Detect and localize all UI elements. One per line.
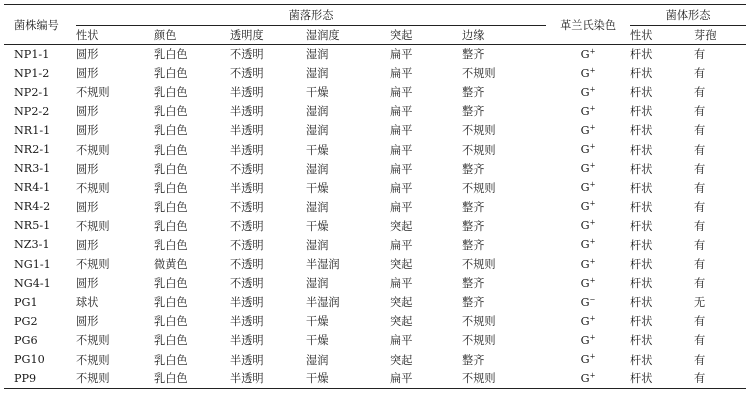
- cell-strain-id: NP2-2: [14, 104, 50, 118]
- cell-colony-shape: 球状: [76, 296, 99, 310]
- cell-colony-color: 乳白色: [154, 296, 188, 310]
- cell-colony-transparency: 不透明: [230, 48, 264, 62]
- gram-sign: +: [589, 104, 596, 113]
- gram-letter: G: [580, 333, 590, 347]
- table-row: [4, 293, 746, 312]
- cell-spore: 有: [694, 258, 706, 272]
- cell-gram-stain: [546, 102, 630, 121]
- gram-sign: −: [589, 295, 596, 304]
- table-row: [4, 274, 746, 293]
- cell-colony-shape: 圆形: [76, 67, 99, 81]
- cell-colony-transparency: 半透明: [230, 105, 264, 119]
- cell-cell-shape: 杆状: [630, 124, 653, 138]
- cell-colony-moisture: 湿润: [306, 124, 329, 138]
- cell-strain-id: NR4-2: [14, 200, 51, 214]
- gram-sign: +: [589, 161, 596, 170]
- cell-strain-id: NG4-1: [14, 276, 51, 290]
- cell-colony-transparency: 半透明: [230, 181, 264, 195]
- header-cell-shape: 性状: [630, 26, 694, 45]
- cell-gram-stain: [546, 64, 630, 83]
- gram-letter: G: [580, 219, 590, 233]
- cell-colony-color: 乳白色: [154, 353, 188, 367]
- gram-sign: +: [589, 180, 596, 189]
- cell-colony-edge: 不规则: [462, 315, 496, 329]
- cell-colony-moisture: 湿润: [306, 200, 329, 214]
- cell-colony-elevation: 扁平: [390, 105, 413, 119]
- cell-colony-elevation: 扁平: [390, 86, 413, 100]
- cell-colony-shape: 不规则: [76, 219, 110, 233]
- cell-colony-color: 乳白色: [154, 105, 188, 119]
- gram-letter: G: [580, 104, 590, 118]
- table-body: [4, 45, 746, 389]
- cell-spore: 有: [694, 86, 706, 100]
- gram-letter: G: [580, 47, 590, 61]
- cell-colony-edge: 整齐: [462, 200, 485, 214]
- cell-gram-stain: [546, 312, 630, 331]
- cell-colony-elevation: 扁平: [390, 238, 413, 252]
- cell-spore: 有: [694, 124, 706, 138]
- cell-gram-stain: [546, 121, 630, 140]
- cell-colony-color: 乳白色: [154, 86, 188, 100]
- gram-sign: +: [589, 314, 596, 323]
- cell-gram-stain: [546, 197, 630, 216]
- cell-colony-shape: 圆形: [76, 105, 99, 119]
- cell-colony-transparency: 半透明: [230, 369, 306, 388]
- cell-gram-stain: [546, 331, 630, 350]
- cell-colony-color: 乳白色: [154, 162, 188, 176]
- cell-gram-stain: [546, 45, 630, 64]
- cell-colony-edge: 整齐: [462, 296, 485, 310]
- gram-letter: G: [580, 238, 590, 252]
- table-row: [4, 255, 746, 274]
- header-gram-stain: 革兰氏染色: [546, 5, 630, 45]
- cell-spore: 无: [694, 296, 706, 310]
- cell-spore: 有: [694, 181, 706, 195]
- cell-gram-stain: [546, 274, 630, 293]
- gram-letter: G: [580, 257, 590, 271]
- gram-letter: G: [580, 200, 590, 214]
- cell-colony-edge: 不规则: [462, 181, 496, 195]
- cell-strain-id: NR3-1: [14, 162, 51, 176]
- cell-colony-edge: 整齐: [462, 105, 485, 119]
- gram-sign: +: [589, 47, 596, 56]
- header-colony-color: 颜色: [154, 26, 230, 45]
- cell-strain-id: NR2-1: [14, 143, 51, 157]
- cell-cell-shape: 杆状: [630, 277, 653, 291]
- cell-colony-edge: 整齐: [462, 353, 485, 367]
- cell-cell-shape: 杆状: [630, 67, 653, 81]
- gram-letter: G: [580, 66, 590, 80]
- header-strain-id: 菌株编号: [4, 5, 76, 45]
- cell-colony-edge: 整齐: [462, 238, 485, 252]
- gram-sign: +: [589, 333, 596, 342]
- cell-gram-stain: [546, 83, 630, 102]
- cell-colony-color: 乳白色: [154, 238, 188, 252]
- header-cell-morphology: 菌体形态: [630, 5, 746, 26]
- cell-colony-shape: 不规则: [76, 181, 110, 195]
- cell-colony-elevation: 突起: [390, 219, 413, 233]
- cell-cell-shape: 杆状: [630, 353, 653, 367]
- cell-colony-edge: 不规则: [462, 334, 496, 348]
- gram-letter: G: [580, 314, 590, 328]
- cell-colony-color: 乳白色: [154, 219, 188, 233]
- cell-spore: 有: [694, 334, 706, 348]
- cell-cell-shape: 杆状: [630, 200, 653, 214]
- cell-colony-color: 乳白色: [154, 200, 188, 214]
- table-row: [4, 331, 746, 350]
- cell-colony-edge: 不规则: [462, 258, 496, 272]
- cell-strain-id: NR5-1: [14, 219, 51, 233]
- cell-colony-shape: 圆形: [76, 124, 99, 138]
- cell-colony-edge: 整齐: [462, 277, 485, 291]
- cell-colony-transparency: 不透明: [230, 258, 264, 272]
- cell-colony-color: 乳白色: [154, 143, 188, 157]
- table-row: [4, 369, 746, 388]
- cell-colony-moisture: 半湿润: [306, 258, 340, 272]
- cell-colony-transparency: 不透明: [230, 277, 264, 291]
- gram-sign: +: [589, 142, 596, 151]
- cell-gram-stain: [546, 350, 630, 369]
- cell-spore: 有: [694, 67, 706, 81]
- cell-colony-elevation: 突起: [390, 296, 413, 310]
- header-colony-elevation: 突起: [390, 26, 462, 45]
- cell-colony-shape: 圆形: [76, 238, 99, 252]
- header-colony-shape: 性状: [76, 26, 154, 45]
- cell-strain-id: NP2-1: [14, 85, 50, 99]
- cell-colony-moisture: 干燥: [306, 315, 329, 329]
- gram-sign: +: [589, 275, 596, 284]
- cell-cell-shape: 杆状: [630, 315, 653, 329]
- cell-colony-transparency: 半透明: [230, 353, 264, 367]
- cell-colony-color: 微黄色: [154, 258, 188, 272]
- table-row: [4, 312, 746, 331]
- cell-gram-stain: [546, 216, 630, 235]
- table-row: [4, 350, 746, 369]
- cell-colony-shape: 圆形: [76, 200, 99, 214]
- gram-sign: +: [589, 85, 596, 93]
- table-row: [4, 45, 746, 64]
- cell-spore: 有: [694, 219, 706, 233]
- cell-colony-moisture: 干燥: [306, 369, 390, 388]
- cell-spore: 有: [694, 277, 706, 291]
- header-spore: 芽孢: [694, 26, 746, 45]
- cell-colony-edge: 整齐: [462, 162, 485, 176]
- cell-cell-shape: 杆状: [630, 369, 694, 388]
- cell-colony-transparency: 半透明: [230, 86, 264, 100]
- cell-colony-elevation: 扁平: [390, 334, 413, 348]
- gram-sign: +: [589, 218, 596, 227]
- cell-colony-moisture: 干燥: [306, 86, 329, 100]
- cell-colony-shape: 不规则: [76, 143, 110, 157]
- cell-cell-shape: 杆状: [630, 86, 653, 100]
- cell-spore: 有: [694, 105, 706, 119]
- cell-colony-transparency: 半透明: [230, 334, 264, 348]
- cell-colony-elevation: 突起: [390, 258, 413, 272]
- header-row-2: [4, 26, 746, 45]
- gram-sign: +: [589, 237, 596, 246]
- cell-colony-edge: 整齐: [462, 48, 485, 62]
- gram-letter: G: [580, 162, 590, 176]
- gram-letter: G: [580, 143, 590, 157]
- cell-colony-shape: 不规则: [76, 369, 154, 388]
- cell-cell-shape: 杆状: [630, 296, 653, 310]
- cell-colony-elevation: 扁平: [390, 143, 413, 157]
- cell-spore: 有: [694, 200, 706, 214]
- cell-colony-elevation: 扁平: [390, 67, 413, 81]
- cell-colony-elevation: 扁平: [390, 48, 413, 62]
- cell-colony-shape: 圆形: [76, 48, 99, 62]
- cell-strain-id: NP1-1: [14, 47, 50, 61]
- cell-cell-shape: 杆状: [630, 219, 653, 233]
- header-colony-morphology: 菌落形态: [76, 5, 546, 26]
- cell-strain-id: NR4-1: [14, 181, 51, 195]
- cell-colony-shape: 圆形: [76, 315, 99, 329]
- header-colony-moisture: 湿润度: [306, 26, 390, 45]
- cell-spore: 有: [694, 353, 706, 367]
- cell-gram-stain: [546, 235, 630, 254]
- table-row: [4, 102, 746, 121]
- cell-colony-moisture: 干燥: [306, 181, 329, 195]
- cell-cell-shape: 杆状: [630, 105, 653, 119]
- gram-sign: +: [589, 65, 596, 74]
- header-row-1: [4, 5, 746, 26]
- cell-colony-moisture: 湿润: [306, 162, 329, 176]
- gram-sign: +: [589, 256, 596, 265]
- cell-spore: 有: [694, 369, 746, 388]
- cell-gram-stain: [546, 159, 630, 178]
- cell-colony-transparency: 不透明: [230, 238, 264, 252]
- table-row: [4, 197, 746, 216]
- gram-letter: G: [580, 181, 590, 195]
- cell-colony-transparency: 不透明: [230, 162, 264, 176]
- cell-colony-shape: 不规则: [76, 258, 110, 272]
- cell-colony-shape: 圆形: [76, 277, 99, 291]
- gram-letter: G: [580, 353, 590, 367]
- cell-colony-transparency: 半透明: [230, 315, 264, 329]
- cell-colony-moisture: 干燥: [306, 334, 329, 348]
- cell-colony-moisture: 湿润: [306, 48, 329, 62]
- cell-colony-moisture: 湿润: [306, 105, 329, 119]
- cell-strain-id: NZ3-1: [14, 238, 50, 252]
- cell-gram-stain: [546, 255, 630, 274]
- cell-spore: 有: [694, 162, 706, 176]
- cell-cell-shape: 杆状: [630, 181, 653, 195]
- gram-sign: +: [589, 371, 596, 380]
- cell-colony-color: 乳白色: [154, 124, 188, 138]
- cell-colony-moisture: 半湿润: [306, 296, 340, 310]
- cell-colony-moisture: 干燥: [306, 143, 329, 157]
- gram-letter: G: [580, 85, 590, 99]
- table-row: [4, 235, 746, 254]
- cell-gram-stain: [546, 369, 630, 388]
- cell-colony-edge: 不规则: [462, 124, 496, 138]
- cell-spore: 有: [694, 238, 706, 252]
- cell-strain-id: NG1-1: [14, 257, 51, 271]
- table-row: [4, 216, 746, 235]
- cell-colony-color: 乳白色: [154, 48, 188, 62]
- cell-colony-color: 乳白色: [154, 334, 188, 348]
- cell-colony-transparency: 不透明: [230, 200, 264, 214]
- cell-colony-transparency: 半透明: [230, 143, 264, 157]
- table-row: [4, 83, 746, 102]
- header-colony-edge: 边缘: [462, 26, 546, 45]
- cell-colony-color: 乳白色: [154, 315, 188, 329]
- cell-colony-edge: 不规则: [462, 67, 496, 81]
- gram-sign: +: [589, 123, 596, 132]
- cell-strain-id: NR1-1: [14, 123, 51, 137]
- gram-letter: G: [580, 276, 590, 290]
- cell-colony-elevation: 扁平: [390, 162, 413, 176]
- table-row: [4, 140, 746, 159]
- cell-colony-edge: 整齐: [462, 86, 485, 100]
- cell-colony-moisture: 湿润: [306, 277, 329, 291]
- cell-colony-transparency: 不透明: [230, 67, 264, 81]
- cell-colony-edge: 不规则: [462, 369, 546, 388]
- cell-gram-stain: [546, 140, 630, 159]
- strain-characteristics-table: [4, 4, 746, 389]
- cell-colony-shape: 圆形: [76, 162, 99, 176]
- table-row: [4, 64, 746, 83]
- cell-colony-elevation: 扁平: [390, 369, 462, 388]
- cell-colony-elevation: 扁平: [390, 124, 413, 138]
- cell-spore: 有: [694, 48, 706, 62]
- gram-sign: +: [589, 352, 596, 361]
- table-row: [4, 121, 746, 140]
- cell-strain-id: PG10: [14, 353, 45, 367]
- cell-colony-elevation: 突起: [390, 353, 413, 367]
- cell-strain-id: PG6: [14, 333, 38, 347]
- cell-colony-moisture: 湿润: [306, 238, 329, 252]
- gram-sign: +: [589, 199, 596, 208]
- cell-colony-color: 乳白色: [154, 181, 188, 195]
- header-colony-transparency: 透明度: [230, 26, 306, 45]
- table-row: [4, 178, 746, 197]
- cell-colony-color: 乳白色: [154, 67, 188, 81]
- cell-colony-transparency: 不透明: [230, 219, 264, 233]
- cell-strain-id: NP1-2: [14, 66, 50, 80]
- cell-spore: 有: [694, 143, 706, 157]
- cell-colony-moisture: 干燥: [306, 219, 329, 233]
- cell-colony-shape: 不规则: [76, 353, 110, 367]
- cell-cell-shape: 杆状: [630, 334, 653, 348]
- cell-cell-shape: 杆状: [630, 238, 653, 252]
- gram-letter: G: [580, 123, 590, 137]
- cell-colony-transparency: 半透明: [230, 124, 264, 138]
- cell-colony-edge: 不规则: [462, 143, 496, 157]
- cell-spore: 有: [694, 315, 706, 329]
- cell-colony-edge: 整齐: [462, 219, 485, 233]
- gram-letter: G: [580, 371, 590, 385]
- cell-strain-id: PG2: [14, 314, 38, 328]
- cell-colony-color: 乳白色: [154, 369, 230, 388]
- cell-colony-shape: 不规则: [76, 334, 110, 348]
- cell-cell-shape: 杆状: [630, 162, 653, 176]
- cell-colony-moisture: 湿润: [306, 353, 329, 367]
- cell-colony-shape: 不规则: [76, 86, 110, 100]
- table-row: [4, 159, 746, 178]
- cell-colony-elevation: 扁平: [390, 200, 413, 214]
- cell-gram-stain: [546, 293, 630, 312]
- cell-colony-elevation: 扁平: [390, 181, 413, 195]
- cell-colony-color: 乳白色: [154, 277, 188, 291]
- cell-cell-shape: 杆状: [630, 258, 653, 272]
- cell-strain-id: PP9: [4, 369, 76, 388]
- gram-letter: G: [580, 295, 590, 309]
- cell-colony-transparency: 半透明: [230, 296, 264, 310]
- cell-cell-shape: 杆状: [630, 48, 653, 62]
- cell-colony-elevation: 扁平: [390, 277, 413, 291]
- cell-gram-stain: [546, 178, 630, 197]
- cell-strain-id: PG1: [14, 295, 38, 309]
- cell-cell-shape: 杆状: [630, 143, 653, 157]
- cell-colony-moisture: 湿润: [306, 67, 329, 81]
- cell-colony-elevation: 突起: [390, 315, 413, 329]
